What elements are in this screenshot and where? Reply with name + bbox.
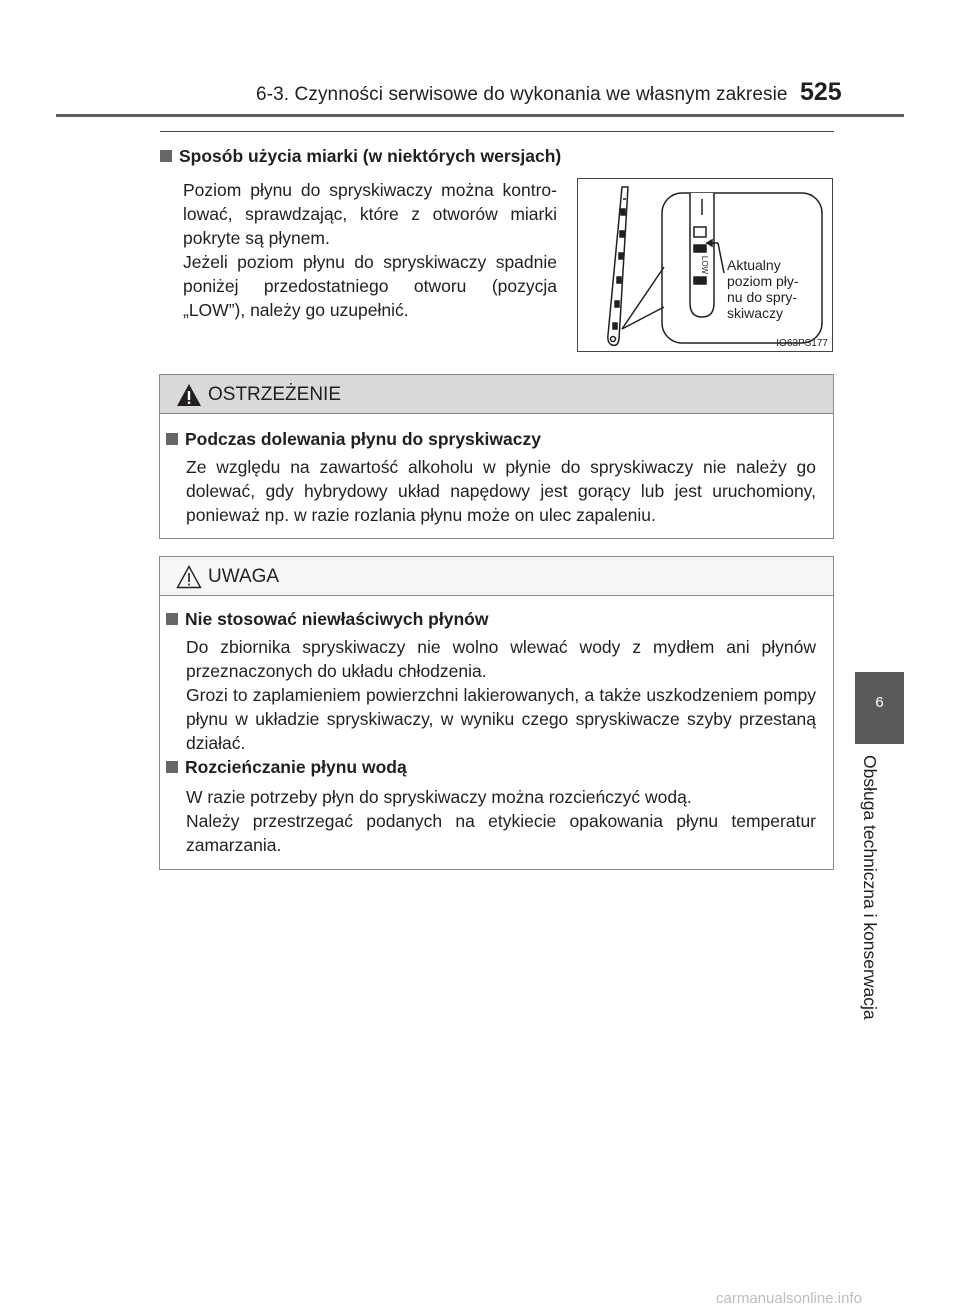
warning-box-header	[160, 375, 833, 414]
square-bullet-icon	[166, 613, 178, 625]
dipstick-full-drawing	[608, 187, 628, 345]
notice-paragraph: Grozi to zaplamieniem powierzchni lakierowanych, a także uszkodzeniem pompy płynu w układzie spryskiwaczy, w wyniku czego spryskiwacze szyby przestaną działać.	[186, 685, 816, 753]
callout-line: skiwaczy	[727, 305, 784, 321]
site-watermark: carmanualsonline.info	[716, 1290, 862, 1307]
notice-box-header	[160, 557, 833, 596]
callout-line: Aktualny	[727, 257, 781, 273]
chapter-tab	[855, 672, 904, 744]
warning-box-title: OSTRZEŻENIE	[208, 384, 342, 405]
notice-item-body	[186, 635, 816, 755]
dipstick-section-body	[183, 178, 557, 322]
warning-item-body	[186, 455, 816, 527]
caution-triangle-outline-icon	[176, 565, 202, 589]
dipstick-low-marking: LOW	[700, 255, 709, 275]
notice-item-heading	[166, 757, 407, 778]
notice-box-title: UWAGA	[208, 566, 280, 587]
dipstick-paragraph: Jeżeli poziom płynu do spryskiwaczy spadnie poniżej przedostatniego otworu (pozycja „LOW”), należy go uzupełnić.	[183, 252, 557, 320]
warning-item-heading-text: Podczas dolewania płynu do spryskiwaczy	[185, 429, 541, 449]
header-rule	[56, 114, 904, 117]
notice-paragraph: Należy przestrzegać podanych na etykiecie opakowania płynu temperatur zamarzania.	[186, 811, 816, 855]
figure-code: IO63PS177	[776, 338, 828, 349]
square-bullet-icon	[160, 150, 172, 162]
notice-item-heading	[166, 609, 488, 630]
warning-box	[159, 374, 834, 539]
chapter-number: 6	[875, 694, 884, 711]
dipstick-figure	[577, 178, 833, 352]
warning-paragraph: Ze względu na zawartość alkoholu w płynie do spryskiwaczy nie należy go dolewać, gdy hybrydowy układ napędowy jest gorący lub jest uruchomiony, ponieważ np. w razie rozlania płynu może on ulec zapaleniu.	[186, 457, 816, 525]
content-top-rule	[160, 131, 834, 132]
warning-triangle-icon	[176, 383, 202, 407]
fluid-level-callout	[727, 257, 799, 321]
dipstick-section-heading	[160, 146, 561, 167]
notice-paragraph: Do zbiornika spryskiwaczy nie wolno wlewać wody z mydłem ani płynów przeznaczonych do układu chłodzenia.	[186, 637, 816, 681]
square-bullet-icon	[166, 761, 178, 773]
notice-box	[159, 556, 834, 870]
square-bullet-icon	[166, 433, 178, 445]
chapter-label: Obsługa techniczna i konserwacja	[860, 755, 880, 1020]
header-section-title: 6-3. Czynności serwisowe do wykonania we własnym zakresie	[256, 84, 788, 105]
notice-paragraph: W razie potrzeby płyn do spryskiwaczy można rozcieńczyć wodą.	[186, 787, 692, 807]
page-number: 525	[800, 78, 842, 106]
notice-item-heading-text: Rozcieńczanie płynu wodą	[185, 757, 407, 777]
callout-line: nu do spry-	[727, 289, 798, 305]
notice-item-heading-text: Nie stosować niewłaściwych płynów	[185, 609, 489, 629]
dipstick-section-heading-text: Sposób użycia miarki (w niektórych wersjach)	[179, 146, 562, 166]
dipstick-paragraph: Poziom płynu do spryskiwaczy można kontrolować, sprawdzając, które z otworów miarki pokryte są płynem.	[183, 180, 557, 248]
warning-item-heading	[166, 429, 541, 450]
notice-item-body	[186, 785, 816, 857]
callout-line: poziom pły-	[727, 273, 799, 289]
